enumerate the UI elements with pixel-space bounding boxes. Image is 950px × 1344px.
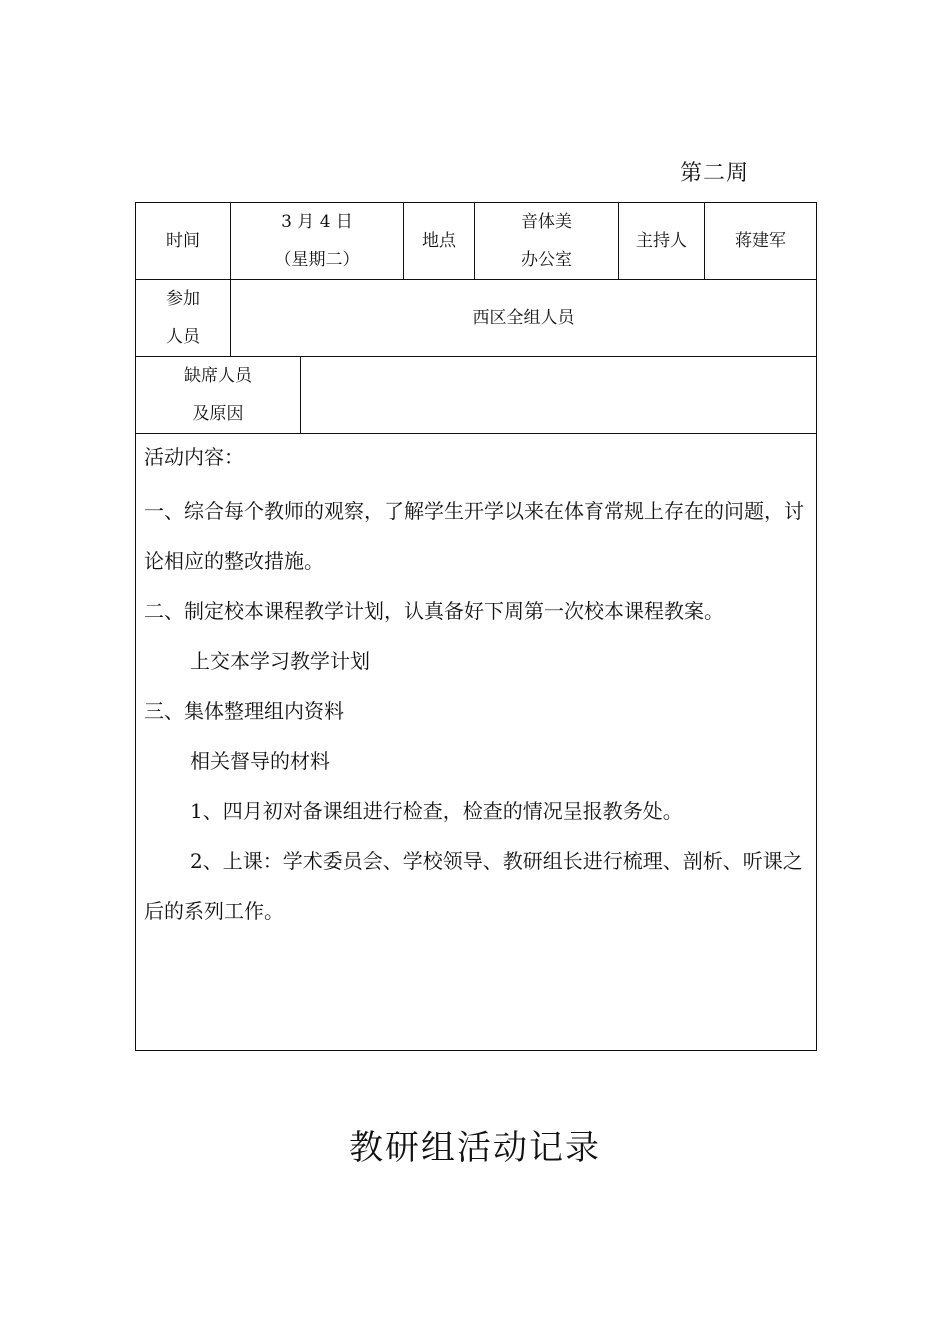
location-line2: 办公室	[521, 250, 572, 270]
participants-value: 西区全组人员	[231, 280, 817, 357]
host-value: 蒋建军	[705, 203, 817, 280]
content-item-2-sub: 上交本学习教学计划	[190, 649, 370, 673]
page-title: 教研组活动记录	[349, 1128, 601, 1168]
content-item-3-point-1: 1、四月初对备课组进行检查，检查的情况呈报教务处。	[190, 799, 683, 823]
week-label: 第二周	[680, 161, 750, 186]
content-item-3-sub: 相关督导的材料	[190, 749, 330, 773]
activity-content	[136, 434, 816, 936]
content-item-1: 一、综合每个教师的观察，了解学生开学以来在体育常规上存在的问题，讨论相应的整改措施。	[144, 499, 804, 573]
content-heading: 活动内容：	[144, 445, 244, 469]
time-label: 时间	[136, 203, 231, 280]
date-value: 3 月 4 日	[281, 212, 353, 232]
date-cell	[231, 203, 404, 280]
location-label: 地点	[404, 203, 475, 280]
activity-content-cell	[136, 434, 817, 1051]
location-line1: 音体美	[521, 212, 572, 232]
absent-label: 缺席人员 及原因	[136, 357, 301, 434]
host-label: 主持人	[619, 203, 705, 280]
location-cell	[475, 203, 619, 280]
participants-label: 参加 人员	[136, 280, 231, 357]
absent-value	[301, 357, 817, 434]
activity-record-table	[135, 202, 817, 1051]
content-item-3-point-2: 2、上课：学术委员会、学校领导、教研组长进行梳理、剖析、听课之后的系列工作。	[144, 849, 803, 923]
content-item-3: 三、集体整理组内资料	[144, 699, 344, 723]
weekday-value: （星期二）	[274, 250, 360, 270]
content-item-2: 二、制定校本课程教学计划，认真备好下周第一次校本课程教案。	[144, 599, 724, 623]
